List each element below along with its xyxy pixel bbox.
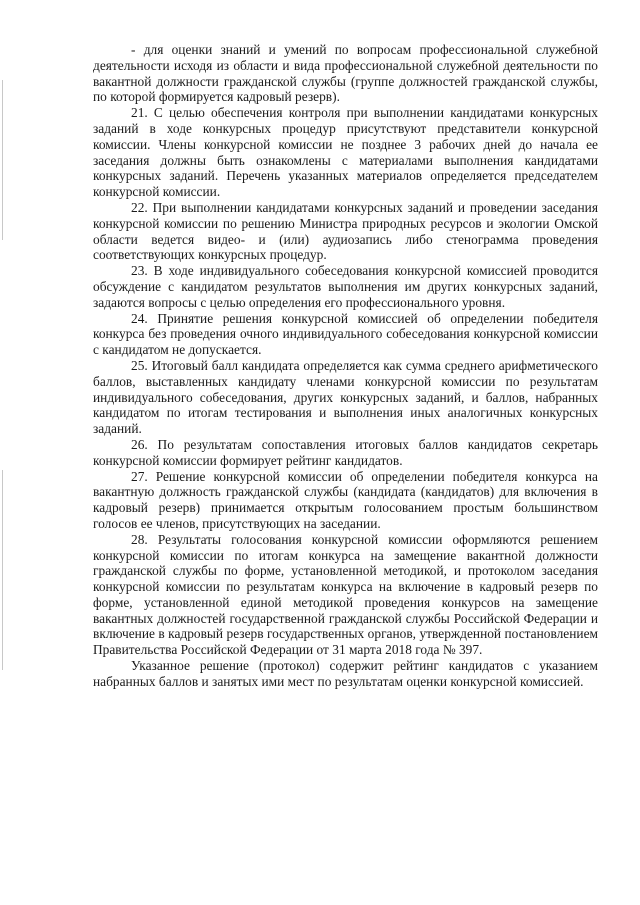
paragraph-26: 26. По результатам сопоставления итоговых баллов кандидатов секретарь конкурсной комиссии формирует рейтинг кандидатов.: [93, 436, 598, 468]
paragraph-22: 22. При выполнении кандидатами конкурсных заданий и проведении заседания конкурсной комиссии по решению Министра природных ресурсов и экологии Омской области ведется видео- и (или) аудиозапись либо стенограмма проведения соответствующих конкурсных процедур.: [93, 199, 598, 263]
paragraph-27: 27. Решение конкурсной комиссии об определении победителя конкурса на вакантную должность гражданской службы (кандидата (кандидатов) для включения в кадровый резерв) принимается открытым голосованием простым большинством голосов ее членов, присутствующих на заседании.: [93, 468, 598, 531]
scan-edge-mark: [2, 80, 3, 240]
document-page: [93, 42, 598, 690]
paragraph-23: 23. В ходе индивидуального собеседования конкурсной комиссией проводится обсуждение с кандидатом результатов выполнения им других конкурсных заданий, задаются вопросы с целью определения его профессионального уровня.: [93, 263, 598, 310]
paragraph-21: 21. С целью обеспечения контроля при выполнении кандидатами конкурсных заданий в ходе конкурсных процедур присутствуют представители конкурсной комиссии. Члены конкурсной комиссии не позднее 3 рабочих дней до начала ее заседания должны быть ознакомлены с материалами выполнения кандидатами конкурсных заданий. Перечень указанных материалов определяется председателем конкурсной комиссии.: [93, 105, 598, 200]
paragraph-decision-note: Указанное решение (протокол) содержит рейтинг кандидатов с указанием набранных баллов и занятых ими мест по результатам оценки конкурсной комиссией.: [93, 658, 598, 689]
paragraph-24: 24. Принятие решения конкурсной комиссией об определении победителя конкурса без проведения очного индивидуального собеседования конкурсной комиссии с кандидатом не допускается.: [93, 310, 598, 358]
scan-edge-mark: [2, 470, 3, 670]
paragraph-item-list-continuation: - для оценки знаний и умений по вопросам профессиональной служебной деятельности исходя из области и вида профессиональной служебной деятельности по вакантной должности гражданской службы (группе должностей гражданской службы, по которой формируется кадровый резерв).: [93, 42, 598, 105]
paragraph-28: 28. Результаты голосования конкурсной комиссии оформляются решением конкурсной комиссии по итогам конкурса на замещение вакантной должности гражданской службы по форме, установленной методикой, и протоколом заседания конкурсной комиссии по результатам конкурса на включение в кадровый резерв по форме, установленной единой методикой проведения конкурсов на замещение вакантных должностей государственной гражданской службы Российской Федерации и включение в кадровый резерв государственных органов, утвержденной постановлением Правительства Российской Федерации от 31 марта 2018 года № 397.: [93, 531, 598, 658]
paragraph-25: 25. Итоговый балл кандидата определяется как сумма среднего арифметического баллов, выставленных кандидату членами конкурсной комиссии по результатам индивидуального собеседования, других конкурсных заданий, и баллов, набранных кандидатом по итогам тестирования и выполнения иных аналогичных конкурсных заданий.: [93, 357, 598, 437]
